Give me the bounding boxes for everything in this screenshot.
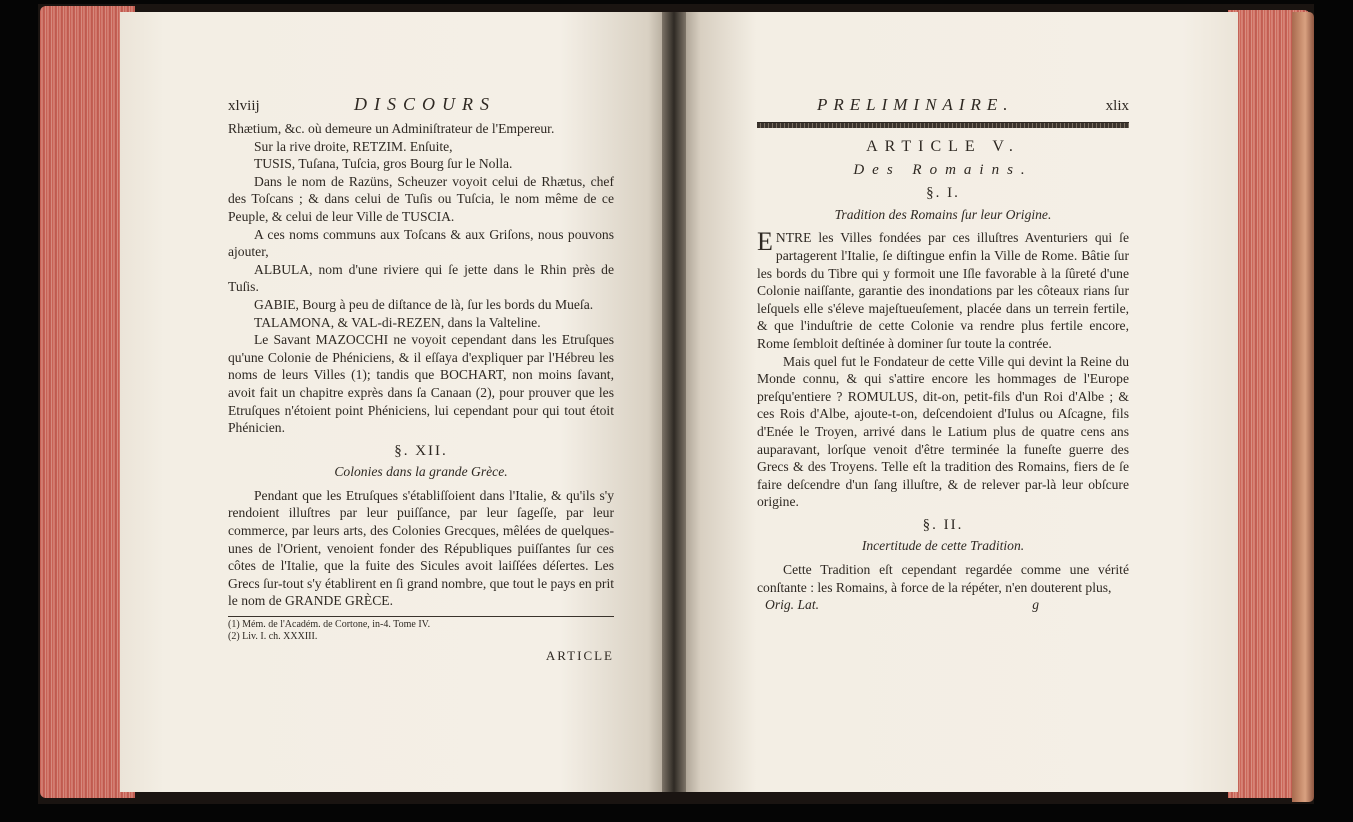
signature-mark: g [1032,597,1039,613]
catchword: ARTICLE [545,648,614,664]
footnote: (2) Liv. I. ch. XXXIII. [228,631,318,643]
section-title: Incertitude de cette Tradition. [861,538,1025,554]
footnote-divider [228,616,614,617]
left-folio: xlviij [228,98,260,114]
section-title: Tradition des Romains ſur leur Origine. [834,206,1052,222]
left-paragraph: TUSIS, Tuſana, Tuſcia, gros Bourg ſur le Nolla. [254,156,513,172]
right-page-text [757,96,1129,614]
book-cover-edge [1292,12,1314,802]
section-paragraph: Pendant que les Etruſques s'établiſſoient dans l'Italie, & qu'ils s'y rendoient illuſtres par leur puiſſance, par leur ſageſſe, par leur commerce, par leurs arts, des Colonies Grecques, mêlées de quelques-unes de l'Orient, venoient fonder des Républiques puiſſantes ſur ces côtes de l'Italie, que la fuite des Sicules avoit laiſſées déſertes. Les Grecs ſur-tout s'y établirent en ſi grand nombre, que tout le pays en prit le nom de GRANDE GRÈCE. [228,487,614,609]
left-running-title: DISCOURS [354,94,496,114]
right-running-title: PRELIMINAIRE. [817,95,1014,114]
right-paragraph: Mais quel fut le Fondateur de cette Ville qui devint la Reine du Monde connu, & qui s'attire encore les hommages de l'Europe preſqu'entiere ? ROMULUS, dit-on, petit-fils d'un Roi d'Albe ; & ces Rois d'Albe, ajoute-t-on, deſcendoient d'Iulus ou Aſcagne, fils d'Enée le Troyen, arrivé dans le Latium plus de quatre cens ans auparavant, lorſque venoit d'être terminée la funeſte guerre des Grecs & des Troyens. Telle eſt la tradition des Romains, fiers de ſe faire deſcendre d'un ſang illuſtre, & de relever par-là leur obſcure origine. [757,353,1129,510]
left-paragraph: A ces noms communs aux Toſcans & aux Griſons, nous pouvons ajouter, [228,226,614,260]
right-paragraph: Cette Tradition eſt cependant regardée comme une vérité conſtante : les Romains, à force de la répéter, n'en douterent plus, [757,562,1129,595]
article-subheading: Des Romains. [853,161,1033,178]
left-paragraph: GABIE, Bourg à peu de diſtance de là, ſur les bords du Mueſa. [254,296,594,312]
left-paragraph: Rhætium, &c. où demeure un Adminiſtrateur de l'Empereur. [228,121,555,136]
section-mark: §. II. [922,516,964,533]
left-paragraph: TALAMONA, & VAL-di-REZEN, dans la Valteline. [254,314,541,330]
right-running-head [757,96,1129,120]
article-heading: ARTICLE V. [866,138,1020,155]
section-title: Colonies dans la grande Grèce. [334,464,508,480]
drop-cap: E [757,227,773,257]
left-paragraph: Le Savant MAZOCCHI ne voyoit cependant dans les Etruſques qu'une Colonie de Phéniciens, & il eſſaya d'expliquer par l'Hébreu les noms de leurs Villes (1); tandis que BOCHART, non moins ſavant, avoit fait un chapitre exprès dans ſa Canaan (2), pour prouver que les Etruſques n'étoient point Phéniciens, lui cependant pour qui tout étoit Phénicien. [228,332,614,436]
right-paragraph [757,229,1129,352]
section-mark: §. I. [926,185,960,202]
footnote: (1) Mém. de l'Académ. de Cortone, in-4. Tome IV. [228,619,431,631]
right-paragraph-text: NTRE les Villes fondées par ces illuſtres Aventuriers qui ſe partagerent l'Italie, ſe diſtingue enfin la Ville de Rome. Bâtie ſur les bords du Tibre qui y formoit une Iſle favorable à la ſûreté d'une Colonie naiſſante, garantie des inondations par les côteaux rians ſur leſquels elle s'éleve majeſtueuſement, placée dans un terrein fertile, & que l'induſtrie de cette Colonie va rendre plus fertile encore, Rome ſembloit deſtinée à dominer ſur toute la contrée. [757,230,1129,351]
signature-left: Orig. Lat. [765,597,820,613]
section-mark: §. XII. [394,442,448,459]
left-running-head [228,96,614,120]
ornamental-rule [757,122,1129,128]
left-paragraph: Sur la rive droite, RETZIM. Enſuite, [254,138,453,154]
left-page-text [228,96,614,665]
signature-line [757,596,1129,614]
book-gutter [662,12,686,792]
right-folio: xlix [1105,98,1129,114]
left-paragraph: Dans le nom de Razüns, Scheuzer voyoit celui de Rhætus, chef des Toſcans ; & dans celui de Tuſis ou Tuſcia, le nom même de ce Peuple, & celui de leur Ville de TUSCIA. [228,173,614,224]
left-paragraph: ALBULA, nom d'une riviere qui ſe jette dans le Rhin près de Tuſis. [228,261,614,295]
